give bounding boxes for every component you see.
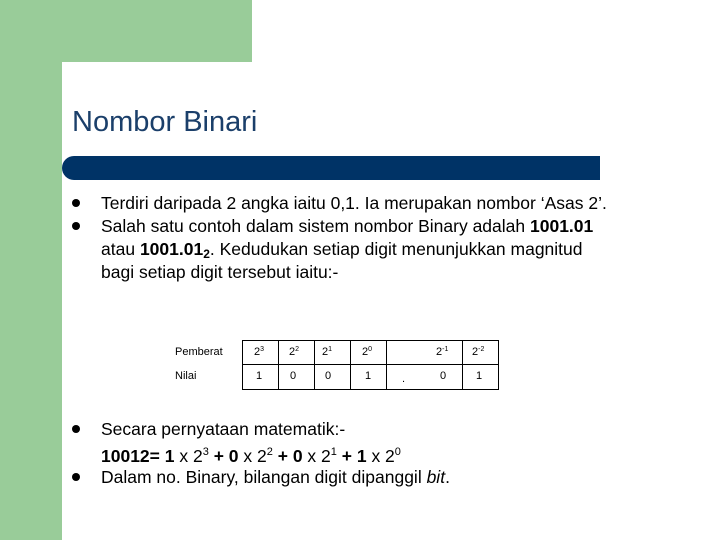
equation-text: x 2 xyxy=(238,446,267,466)
base-subscript: 2 xyxy=(203,247,210,261)
row-label-pemberat: Pemberat xyxy=(175,346,223,358)
bullet-3-line-2 xyxy=(101,441,401,468)
slide-title: Nombor Binari xyxy=(72,106,258,138)
value-cell: 1 xyxy=(476,370,483,382)
value-cell: 0 xyxy=(290,370,297,382)
equation-digit: 1 xyxy=(164,446,175,466)
bullet-4-text-part: . xyxy=(445,467,450,487)
table-column-border xyxy=(498,340,499,390)
binary-example: 1001.01 xyxy=(139,239,204,259)
bullet-2-text: . Kedudukan setiap digit menunjukkan magnitud xyxy=(209,239,583,259)
bullet-2-line-3: bagi setiap digit tersebut iaitu:- xyxy=(101,262,339,282)
equation-text: + xyxy=(208,446,229,466)
value-cell: 1 xyxy=(365,370,372,382)
bullet-dot xyxy=(72,473,80,481)
equation-digit: 1 xyxy=(356,446,367,466)
weight-cell: $2^2$ xyxy=(289,346,300,358)
value-cell: 1 xyxy=(256,370,263,382)
table-bottom-border xyxy=(242,389,498,390)
table-column-border xyxy=(242,340,243,390)
binary-point-cell: . xyxy=(402,373,406,385)
bullet-4-text xyxy=(101,466,450,489)
table-column-border xyxy=(278,340,279,390)
weight-cell: $2^{-2}$ xyxy=(472,346,485,358)
row-label-nilai: Nilai xyxy=(175,370,197,382)
equation-text: + xyxy=(272,446,293,466)
equation-text: + xyxy=(336,446,357,466)
equation-digit: 0 xyxy=(292,446,303,466)
weight-cell: $2^0$ xyxy=(362,346,373,358)
equation-text: x 2 xyxy=(174,446,203,466)
value-cell: 0 xyxy=(440,370,447,382)
weight-cell: $2^{-1}$ xyxy=(436,346,449,358)
bullet-1-text: Terdiri daripada 2 angka iaitu 0,1. Ia merupakan nombor ‘Asas 2’. xyxy=(101,193,607,213)
bullet-4-text-part: Dalam no. Binary, bilangan digit dipanggil xyxy=(101,467,427,487)
equation-exponent: 3 xyxy=(202,446,209,458)
equation-text: x 2 xyxy=(302,446,331,466)
bullet-dot xyxy=(72,425,80,433)
equation-exponent: 1 xyxy=(330,446,337,458)
bullet-dot xyxy=(72,199,80,207)
bullet-dot xyxy=(72,222,80,230)
equation-digit: 0 xyxy=(228,446,239,466)
equation-exponent: 0 xyxy=(394,446,401,458)
weight-cell: $2^1$ xyxy=(322,346,333,358)
bullet-2-text: Salah satu contoh dalam sistem nombor Binary adalah xyxy=(101,216,530,236)
table-column-border xyxy=(350,340,351,390)
table-middle-border xyxy=(242,364,498,365)
equation-text: x 2 xyxy=(366,446,395,466)
equation-exponent: 2 xyxy=(266,446,273,458)
weight-cell: $2^3$ xyxy=(254,346,265,358)
table-column-border xyxy=(314,340,315,390)
bullet-3-line-1: Secara pernyataan matematik:- xyxy=(101,419,346,439)
bit-term: bit xyxy=(426,467,446,487)
value-cell: 0 xyxy=(325,370,332,382)
table-column-border xyxy=(386,340,387,390)
bullet-2-line-1 xyxy=(101,215,593,238)
bullet-2-text: atau xyxy=(101,239,140,259)
table-top-border xyxy=(242,340,498,341)
equation-text: 10012= xyxy=(101,446,165,466)
table-column-border xyxy=(462,340,463,390)
binary-example: 1001.01 xyxy=(530,216,594,236)
